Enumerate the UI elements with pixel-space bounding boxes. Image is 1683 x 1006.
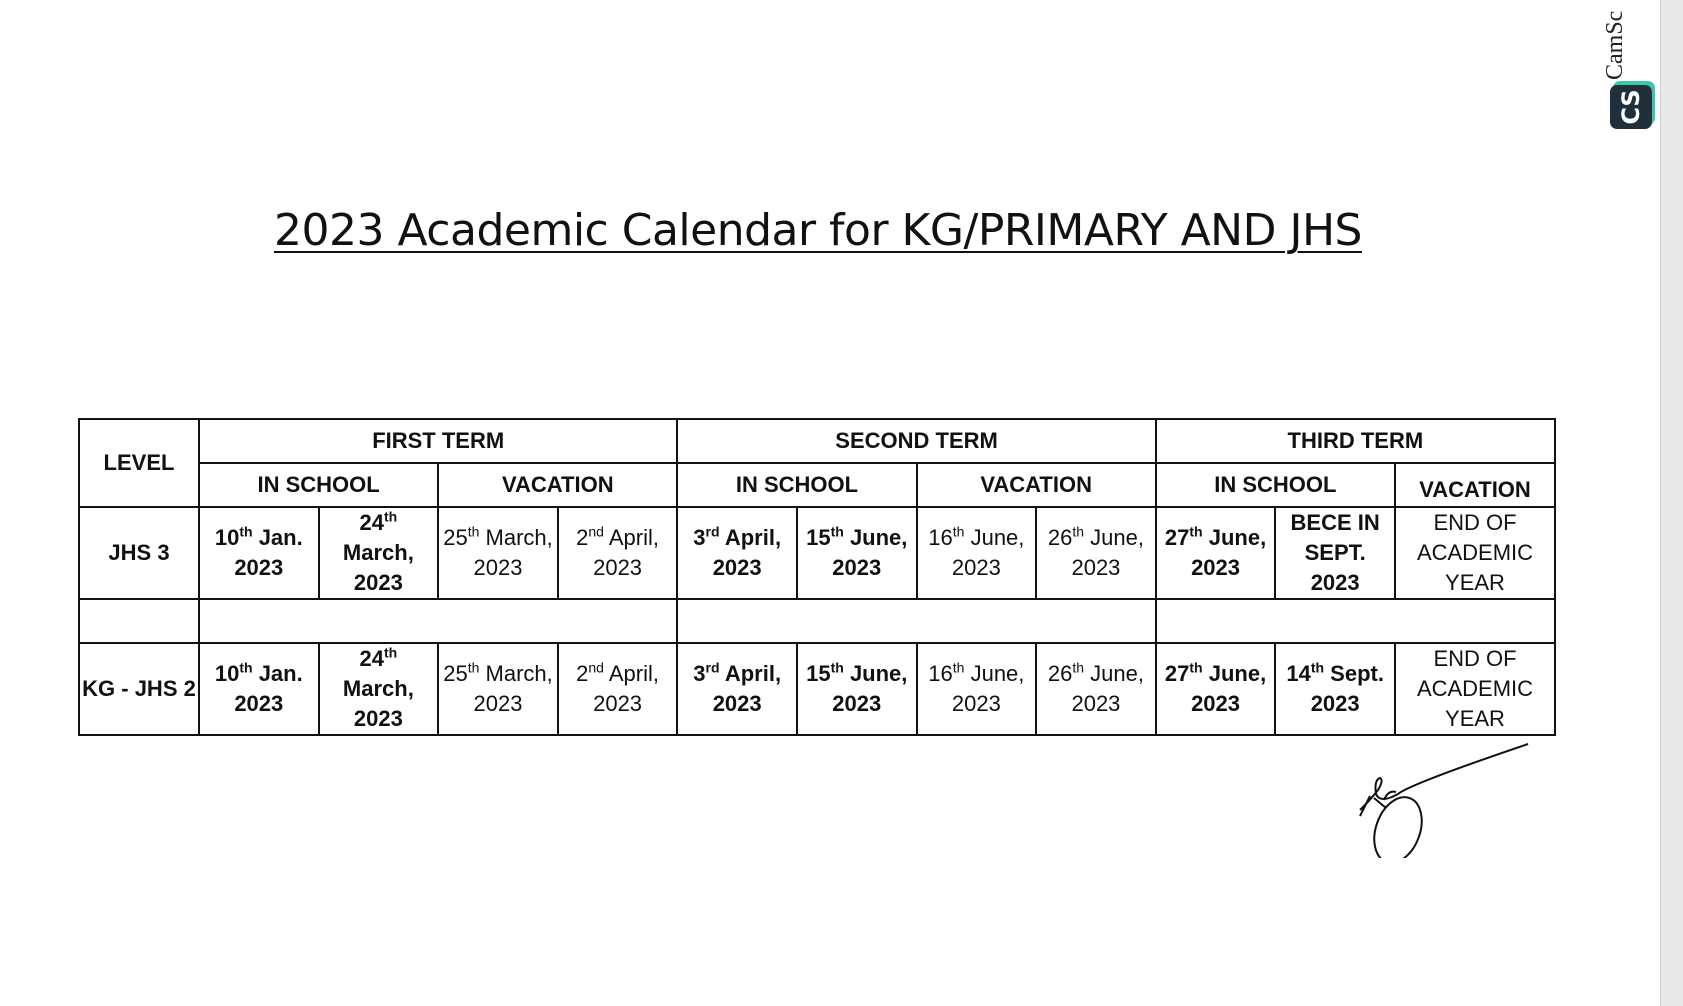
- date-ordinal-suffix: th: [239, 659, 253, 676]
- date-month-year: June, 2023: [832, 525, 908, 580]
- date-day: 3: [693, 661, 706, 686]
- date-ordinal-suffix: th: [467, 659, 480, 676]
- signature-icon: [1340, 738, 1530, 858]
- camscanner-logo-icon: [1610, 85, 1652, 129]
- date-day: 24: [359, 510, 385, 535]
- date-cell: [917, 643, 1037, 735]
- camscanner-watermark-text: CamSc: [1602, 10, 1628, 80]
- date-day: 26: [1047, 525, 1073, 550]
- table-row: [79, 507, 1555, 599]
- third-term-header: THIRD TERM: [1156, 419, 1555, 463]
- date-cell: [797, 507, 917, 599]
- date-month-year: March, 2023: [342, 676, 414, 731]
- second-term-in-school-header: IN SCHOOL: [677, 463, 916, 507]
- date-day: END OF ACADEMIC YEAR: [1416, 646, 1534, 731]
- date-month-year: Sept. 2023: [1310, 661, 1384, 716]
- page-title: 2023 Academic Calendar for KG/PRIMARY AND JHS: [274, 205, 1362, 256]
- date-month-year: March, 2023: [473, 661, 553, 716]
- date-cell: [1395, 507, 1555, 599]
- date-day: 2: [576, 661, 589, 686]
- date-month-year: March, 2023: [342, 540, 414, 595]
- date-cell: [319, 643, 439, 735]
- date-month-year: March, 2023: [473, 525, 553, 580]
- date-day: 24: [359, 646, 385, 671]
- date-month-year: April, 2023: [712, 661, 782, 716]
- academic-calendar-table: [78, 418, 1556, 736]
- second-term-header: SECOND TERM: [677, 419, 1155, 463]
- date-cell: [1275, 507, 1395, 599]
- level-cell: JHS 3: [79, 507, 199, 599]
- date-ordinal-suffix: th: [952, 659, 965, 676]
- first-term-header: FIRST TERM: [199, 419, 677, 463]
- date-ordinal-suffix: th: [384, 644, 398, 661]
- date-ordinal-suffix: th: [830, 659, 844, 676]
- date-month-year: Jan. 2023: [234, 661, 303, 716]
- level-header: LEVEL: [79, 419, 199, 507]
- date-cell: [1036, 643, 1156, 735]
- date-cell: [438, 507, 558, 599]
- date-cell: [1156, 507, 1276, 599]
- first-term-in-school-header: IN SCHOOL: [199, 463, 438, 507]
- date-ordinal-suffix: nd: [588, 523, 604, 540]
- date-ordinal-suffix: th: [1072, 523, 1085, 540]
- date-ordinal-suffix: th: [1189, 523, 1203, 540]
- date-cell: [677, 643, 797, 735]
- empty-cell: [1156, 599, 1555, 643]
- third-term-in-school-header: IN SCHOOL: [1156, 463, 1395, 507]
- date-cell: [917, 507, 1037, 599]
- date-day: 2: [576, 525, 589, 550]
- date-ordinal-suffix: th: [1189, 659, 1203, 676]
- date-month-year: June, 2023: [951, 661, 1025, 716]
- date-cell: [558, 507, 678, 599]
- table-row: [79, 643, 1555, 735]
- date-ordinal-suffix: th: [467, 523, 480, 540]
- date-cell: [677, 507, 797, 599]
- date-ordinal-suffix: rd: [705, 659, 720, 676]
- date-day: 27: [1164, 525, 1190, 550]
- date-month-year: April, 2023: [712, 525, 782, 580]
- subheader-row: [79, 463, 1555, 507]
- date-ordinal-suffix: rd: [705, 523, 720, 540]
- date-cell: [1036, 507, 1156, 599]
- second-term-vacation-header: VACATION: [917, 463, 1156, 507]
- page-edge-strip: [1660, 0, 1683, 1006]
- date-cell: [438, 643, 558, 735]
- date-ordinal-suffix: th: [1072, 659, 1085, 676]
- date-cell: [199, 643, 319, 735]
- date-cell: [1395, 643, 1555, 735]
- first-term-vacation-header: VACATION: [438, 463, 677, 507]
- date-day: 10: [214, 525, 240, 550]
- date-ordinal-suffix: th: [1310, 659, 1325, 676]
- date-day: 3: [693, 525, 706, 550]
- date-ordinal-suffix: nd: [588, 659, 604, 676]
- level-cell: KG - JHS 2: [79, 643, 199, 735]
- date-ordinal-suffix: th: [239, 523, 253, 540]
- date-month-year: June, 2023: [1191, 661, 1267, 716]
- date-month-year: April, 2023: [593, 661, 659, 716]
- date-month-year: June, 2023: [1071, 525, 1144, 580]
- date-day: 16: [928, 525, 953, 550]
- term-header-row: [79, 419, 1555, 463]
- date-month-year: June, 2023: [1191, 525, 1267, 580]
- date-day: 14: [1286, 661, 1311, 686]
- empty-cell: [199, 599, 677, 643]
- date-cell: [199, 507, 319, 599]
- date-day: 26: [1047, 661, 1073, 686]
- date-day: 15: [806, 525, 831, 550]
- date-cell: [558, 643, 678, 735]
- date-day: END OF ACADEMIC YEAR: [1416, 510, 1534, 595]
- date-month-year: April, 2023: [593, 525, 659, 580]
- third-term-vacation-header: VACATION: [1395, 463, 1555, 507]
- date-month-year: June, 2023: [1071, 661, 1144, 716]
- spacer-row: [79, 599, 1555, 643]
- date-day: 25: [443, 525, 468, 550]
- date-cell: [319, 507, 439, 599]
- date-month-year: Jan. 2023: [234, 525, 303, 580]
- date-day: 25: [443, 661, 468, 686]
- date-ordinal-suffix: th: [952, 523, 965, 540]
- date-month-year: June, 2023: [951, 525, 1025, 580]
- date-day: 16: [928, 661, 953, 686]
- empty-cell: [677, 599, 1155, 643]
- camscanner-logo-text: CS: [1617, 89, 1645, 125]
- date-cell: [1275, 643, 1395, 735]
- empty-cell: [79, 599, 199, 643]
- date-month-year: June, 2023: [832, 661, 908, 716]
- date-ordinal-suffix: th: [830, 523, 844, 540]
- date-day: 10: [214, 661, 240, 686]
- date-day: BECE IN SEPT. 2023: [1290, 510, 1380, 595]
- date-day: 27: [1164, 661, 1190, 686]
- date-ordinal-suffix: th: [384, 508, 398, 525]
- date-day: 15: [806, 661, 831, 686]
- date-cell: [797, 643, 917, 735]
- date-cell: [1156, 643, 1276, 735]
